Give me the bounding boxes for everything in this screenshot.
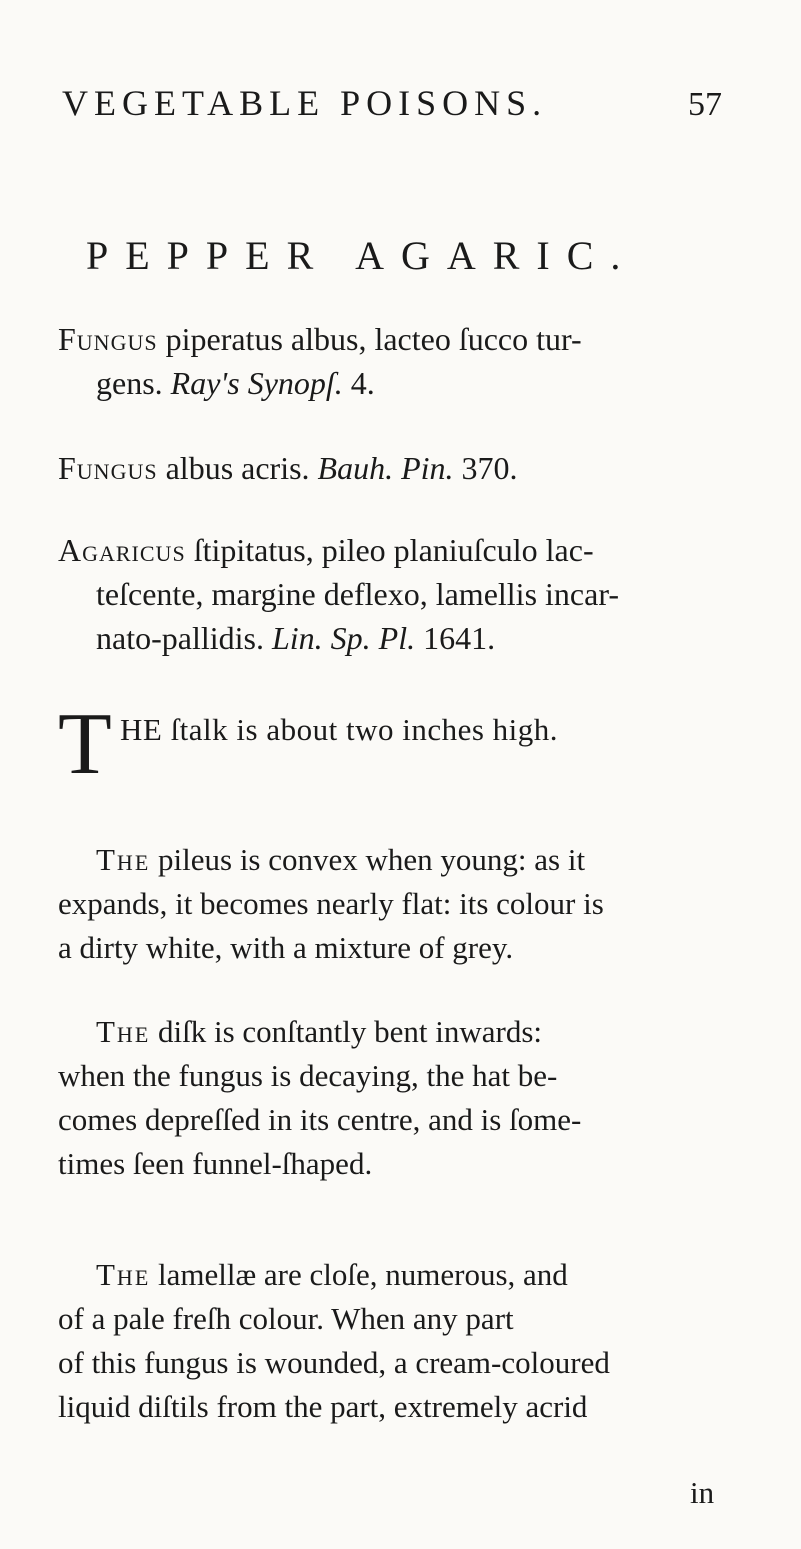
paragraph-lead-word: The — [96, 1257, 151, 1292]
synonym-reference: Bauh. Pin. — [317, 450, 454, 486]
paragraph-lead-word: The — [96, 1014, 151, 1049]
paragraph-3 — [58, 1010, 740, 1186]
synonym-text-cont: teſcente, margine deflexo, lamellis incar- — [96, 576, 619, 612]
paragraph-line: of this fungus is wounded, a cream-coloured — [58, 1345, 610, 1380]
synonym-text: piperatus albus, lacteo ſucco tur- — [165, 321, 582, 357]
paragraph-1: HE ſtalk is about two inches high. — [120, 712, 559, 747]
paragraph-line: times ſeen funnel-ſhaped. — [58, 1146, 373, 1181]
paragraph-line: liquid diſtils from the part, extremely acrid — [58, 1389, 588, 1424]
paragraph-line: lamellæ are cloſe, numerous, and — [158, 1257, 568, 1292]
synonym-reference-number: 370. — [461, 450, 518, 486]
paragraph-4 — [58, 1253, 740, 1429]
synonym-reference: Lin. Sp. Pl. — [271, 620, 416, 656]
drop-cap: T — [58, 696, 112, 793]
paragraph-line: a dirty white, with a mixture of grey. — [58, 930, 514, 965]
paragraph-line: comes depreſſed in its centre, and is ſome- — [58, 1102, 582, 1137]
section-title: PEPPER AGARIC. — [86, 233, 638, 278]
running-head — [62, 82, 722, 132]
synonym-agaricus — [58, 528, 619, 660]
synonym-reference-number: 4. — [350, 365, 375, 401]
synonym-genus: Fungus — [58, 450, 158, 486]
catchword: in — [690, 1475, 715, 1510]
synonym-text-cont: nato-pallidis. — [96, 620, 264, 656]
running-title: VEGETABLE POISONS. — [62, 83, 548, 123]
paragraph-line: diſk is conſtantly bent inwards: — [158, 1014, 543, 1049]
synonym-reference-number: 1641. — [423, 620, 496, 656]
synonym-text-cont: gens. — [96, 365, 163, 401]
paragraph-line: expands, it becomes nearly flat: its colour is — [58, 886, 604, 921]
synonym-genus: Agaricus — [58, 532, 186, 568]
paragraph-line: pileus is convex when young: as it — [158, 842, 586, 877]
synonym-fungus-piperatus — [58, 317, 582, 405]
synonym-fungus-albus — [58, 446, 518, 490]
synonym-reference: Ray's Synopſ. — [170, 365, 343, 401]
paragraph-lead-word: The — [96, 842, 151, 877]
synonym-text: ſtipitatus, pileo planiuſculo lac- — [193, 532, 594, 568]
synonym-text: albus acris. — [165, 450, 310, 486]
page-number: 57 — [688, 86, 722, 123]
paragraph-2 — [58, 838, 740, 970]
paragraph-line: of a pale freſh colour. When any part — [58, 1301, 514, 1336]
paragraph-line: when the fungus is decaying, the hat be- — [58, 1058, 558, 1093]
synonym-genus: Fungus — [58, 321, 158, 357]
